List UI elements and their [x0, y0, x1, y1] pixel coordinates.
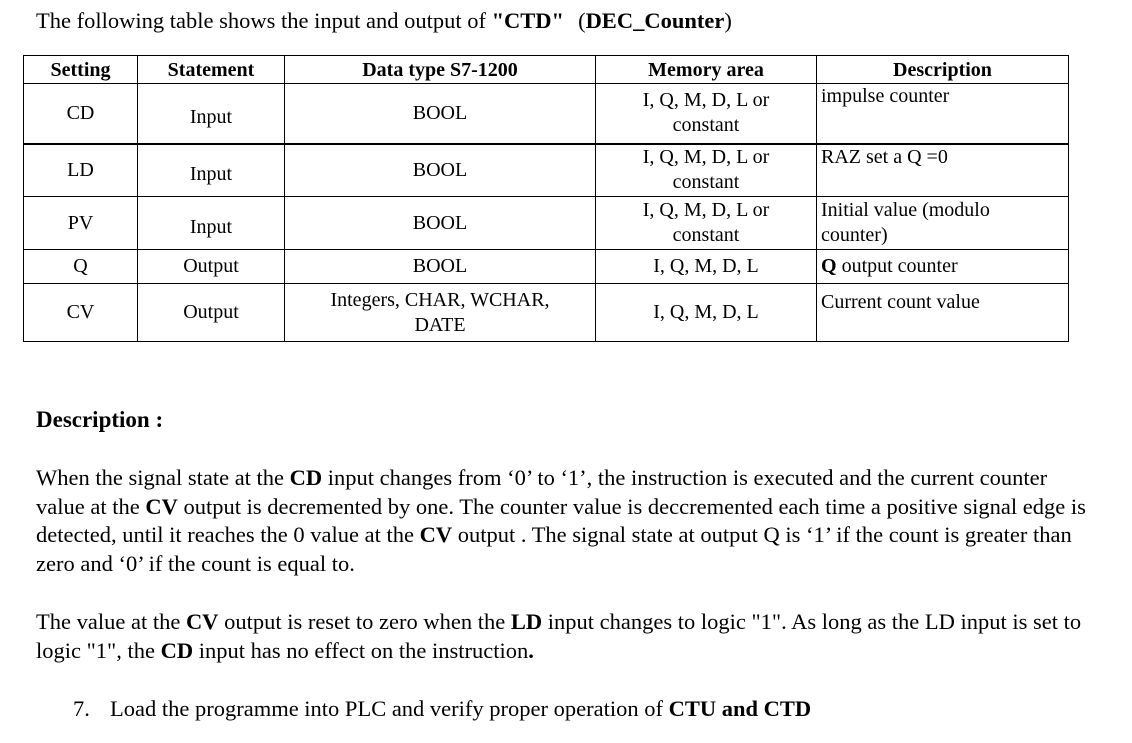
table-row: [24, 84, 1069, 144]
p1-text-a: When the signal state at the: [36, 465, 290, 490]
p2-bold-ld: LD: [510, 609, 543, 634]
p2-text-a: The value at the: [36, 609, 186, 634]
cell-statement: Input: [138, 84, 285, 144]
p1-bold-cv: CV: [145, 493, 178, 519]
step-number: 7.: [73, 696, 90, 721]
p2-text-g: input has no effect on the instruction: [193, 637, 529, 663]
header-setting: Setting: [24, 56, 138, 84]
cell-setting: CD: [24, 84, 138, 144]
header-statement: Statement: [138, 56, 285, 84]
io-table: [23, 55, 1069, 342]
intro-block-name: DEC_Counter: [585, 8, 725, 33]
table-header-row: [24, 56, 1069, 84]
cell-setting: CV: [24, 284, 138, 342]
table-row: [24, 250, 1069, 284]
cell-description: Current count value: [817, 284, 1069, 342]
cell-datatype: BOOL: [285, 197, 596, 250]
step-text: Load the programme into PLC and verify proper operation of: [110, 696, 669, 721]
cell-datatype: BOOL: [285, 144, 596, 197]
p1-text-e: output is decremented by one. The counter value is deccremented each time a positive signal edge is detected, until it reaches the 0 value at the: [36, 493, 1086, 547]
p2-bold-period: .: [528, 637, 534, 663]
p1-text-c: input changes from ‘0’ to ‘1’, the instruction is executed and the current counter value at the: [36, 465, 1048, 519]
cell-statement: Input: [138, 197, 285, 250]
cell-statement: Input: [138, 144, 285, 197]
intro-ctd-name: "CTD": [491, 8, 565, 33]
p2-text-c: output is reset to zero when the: [218, 609, 511, 634]
cell-description: impulse counter: [817, 84, 1069, 144]
cell-memory: I, Q, M, D, L or constant: [596, 197, 817, 250]
p1-bold-cd: CD: [289, 465, 323, 490]
cell-datatype: BOOL: [285, 84, 596, 144]
header-memory: Memory area: [596, 56, 817, 84]
p1-bold-cv-2: CV: [419, 522, 453, 547]
p2-bold-cv: CV: [185, 609, 219, 634]
cell-datatype: Integers, CHAR, WCHAR, DATE: [285, 284, 596, 342]
table-row: [24, 197, 1069, 250]
description-bold-q: Q: [821, 255, 837, 277]
cell-setting: Q: [24, 250, 138, 284]
table-row: [24, 284, 1069, 342]
intro-paren-close: ): [724, 8, 732, 33]
cell-memory: I, Q, M, D, L or constant: [596, 144, 817, 197]
intro-line: [36, 7, 732, 35]
paragraph-decrement: [36, 464, 1096, 578]
cell-datatype: BOOL: [285, 250, 596, 284]
intro-text: The following table shows the input and output of: [36, 8, 492, 33]
cell-setting: PV: [24, 197, 138, 250]
cell-memory: I, Q, M, D, L: [596, 250, 817, 284]
intro-paren-open: (: [578, 8, 586, 33]
cell-description: Initial value (modulo counter): [817, 197, 1069, 250]
cell-statement: Output: [138, 250, 285, 284]
step-item: [73, 694, 811, 724]
step-bold: CTU and CTD: [668, 696, 812, 721]
description-text: output counter: [836, 255, 958, 277]
cell-memory: I, Q, M, D, L or constant: [596, 84, 817, 144]
cell-description: RAZ set a Q =0: [817, 144, 1069, 197]
paragraph-reset: [36, 608, 1096, 665]
p2-bold-cd: CD: [160, 637, 194, 663]
header-datatype: Data type S7-1200: [285, 56, 596, 84]
cell-statement: Output: [138, 284, 285, 342]
table-row: [24, 144, 1069, 197]
cell-setting: LD: [24, 144, 138, 197]
p1-text-g: output . The signal state at output Q is ‘1’ if the count is greater than zero and ‘0’ if the count is equal to.: [36, 522, 1072, 576]
cell-memory: I, Q, M, D, L: [596, 284, 817, 342]
p2-text-e: input changes to logic "1". As long as the LD input is set to logic "1", the: [36, 609, 1082, 663]
header-description: Description: [817, 56, 1069, 84]
cell-description: [817, 250, 1069, 284]
description-heading: Description :: [36, 407, 164, 432]
